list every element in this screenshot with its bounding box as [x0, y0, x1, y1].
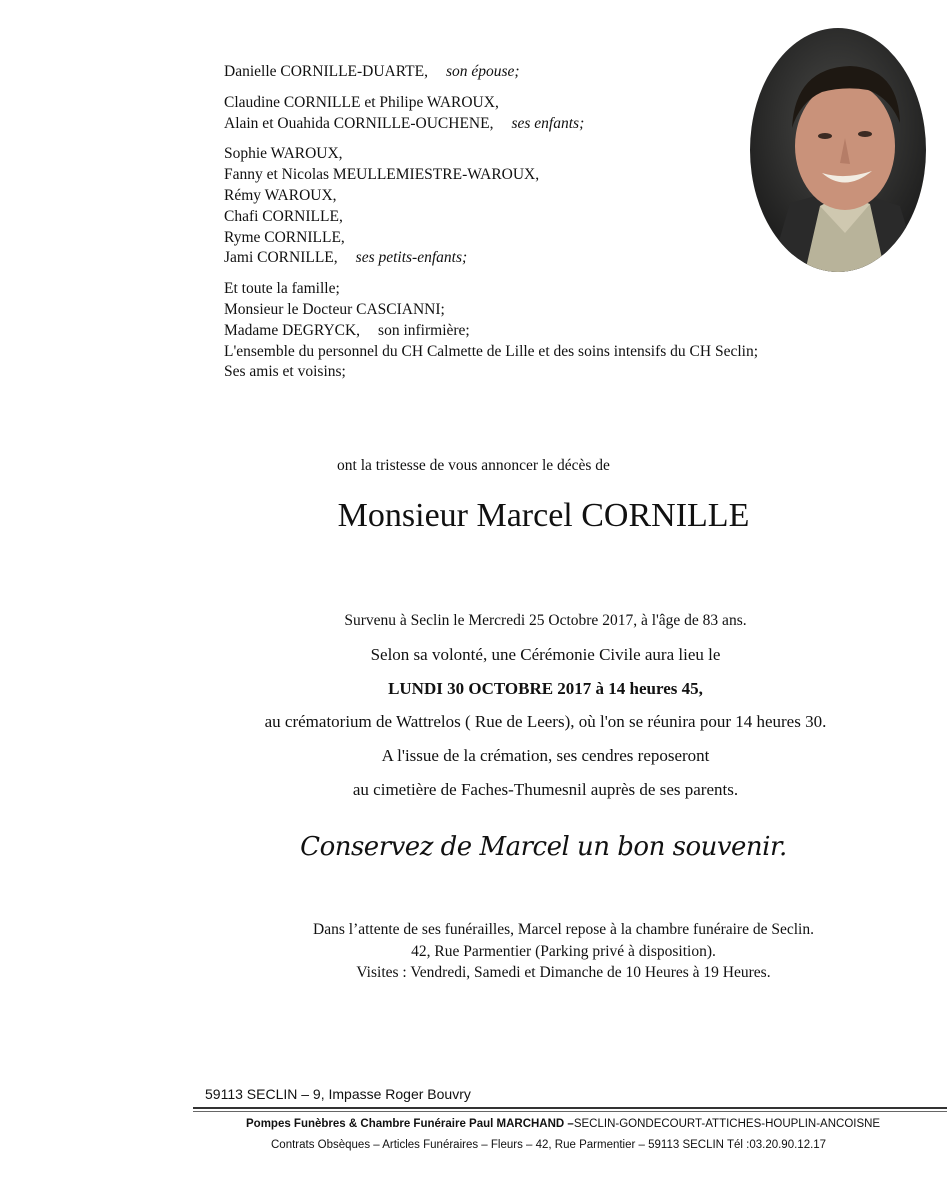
family-member: Fanny et Nicolas MEULLEMIESTRE-WAROUX,: [224, 166, 540, 184]
family-line: [224, 321, 884, 342]
family-role: son épouse;: [445, 63, 520, 80]
family-line: [224, 300, 884, 321]
family-member: L'ensemble du personnel du CH Calmette de Lille et des soins intensifs du CH Seclin;: [224, 342, 759, 360]
footer-divider: [193, 1107, 947, 1109]
family-line: [224, 362, 884, 383]
footer-contracts: Contrats Obsèques – Articles Funéraires – Fleurs – 42, Rue Parmentier – 59113 SECLIN Tél :03.20.90.12.17: [271, 1139, 827, 1151]
family-role: son infirmière;: [378, 321, 470, 339]
visitation-line: 42, Rue Parmentier (Parking privé à disposition).: [411, 942, 716, 960]
family-member: Claudine CORNILLE et Philipe WAROUX,: [224, 93, 499, 111]
family-member: Ses amis et voisins;: [224, 363, 346, 381]
family-member: Ryme CORNILLE,: [224, 228, 345, 246]
announce-text: ont la tristesse de vous annoncer le décès de: [337, 457, 610, 474]
visitation-line: Visites : Vendredi, Samedi et Dimanche de 10 Heures à 19 Heures.: [356, 964, 771, 981]
family-role: ses enfants;: [511, 114, 585, 132]
family-line: [224, 248, 884, 269]
company-name: Pompes Funèbres & Chambre Funéraire Paul MARCHAND –: [246, 1118, 574, 1130]
family-group: [224, 279, 884, 383]
family-member: Rémy WAROUX,: [224, 186, 337, 204]
ceremony-date: LUNDI 30 OCTOBRE 2017 à 14 heures 45,: [388, 679, 703, 698]
family-role: ses petits-enfants;: [355, 249, 468, 267]
family-line: [224, 279, 884, 300]
death-details: Survenu à Seclin le Mercredi 25 Octobre 2017, à l'âge de 83 ans.: [344, 612, 747, 629]
cemetery-note: au cimetière de Faches-Thumesnil auprès de ses parents.: [352, 780, 739, 799]
footer-company: [246, 1118, 880, 1130]
footer-divider: [193, 1111, 947, 1112]
family-member: Madame DEGRYCK,: [224, 321, 361, 339]
footer-address: 59113 SECLIN – 9, Impasse Roger Bouvry: [205, 1086, 471, 1102]
company-towns: SECLIN-GONDECOURT-ATTICHES-HOUPLIN-ANCOISNE: [573, 1118, 881, 1130]
visitation-info: [90, 919, 947, 984]
family-member: Chafi CORNILLE,: [224, 207, 343, 225]
family-line: [224, 342, 884, 363]
visitation-line: Dans l’attente de ses funérailles, Marcel repose à la chambre funéraire de Seclin.: [313, 921, 814, 938]
family-member: Danielle CORNILLE-DUARTE,: [224, 63, 428, 80]
deceased-name: Monsieur Marcel CORNILLE: [337, 497, 750, 534]
family-member: Monsieur le Docteur CASCIANNI;: [224, 300, 445, 318]
family-member: Sophie WAROUX,: [224, 145, 343, 163]
ceremony-location: au crématorium de Wattrelos ( Rue de Leers), où l'on se réunira pour 14 heures 30.: [264, 712, 827, 731]
family-member: Et toute la famille;: [224, 280, 340, 298]
portrait-photo: [750, 28, 926, 272]
souvenir-quote: Conservez de Marcel un bon souvenir.: [300, 832, 787, 862]
cremation-note: A l'issue de la crémation, ses cendres reposeront: [381, 746, 710, 765]
family-member: Alain et Ouahida CORNILLE-OUCHENE,: [224, 114, 494, 132]
ceremony-intro: Selon sa volonté, une Cérémonie Civile aura lieu le: [370, 645, 721, 664]
family-member: Jami CORNILLE,: [224, 249, 338, 267]
